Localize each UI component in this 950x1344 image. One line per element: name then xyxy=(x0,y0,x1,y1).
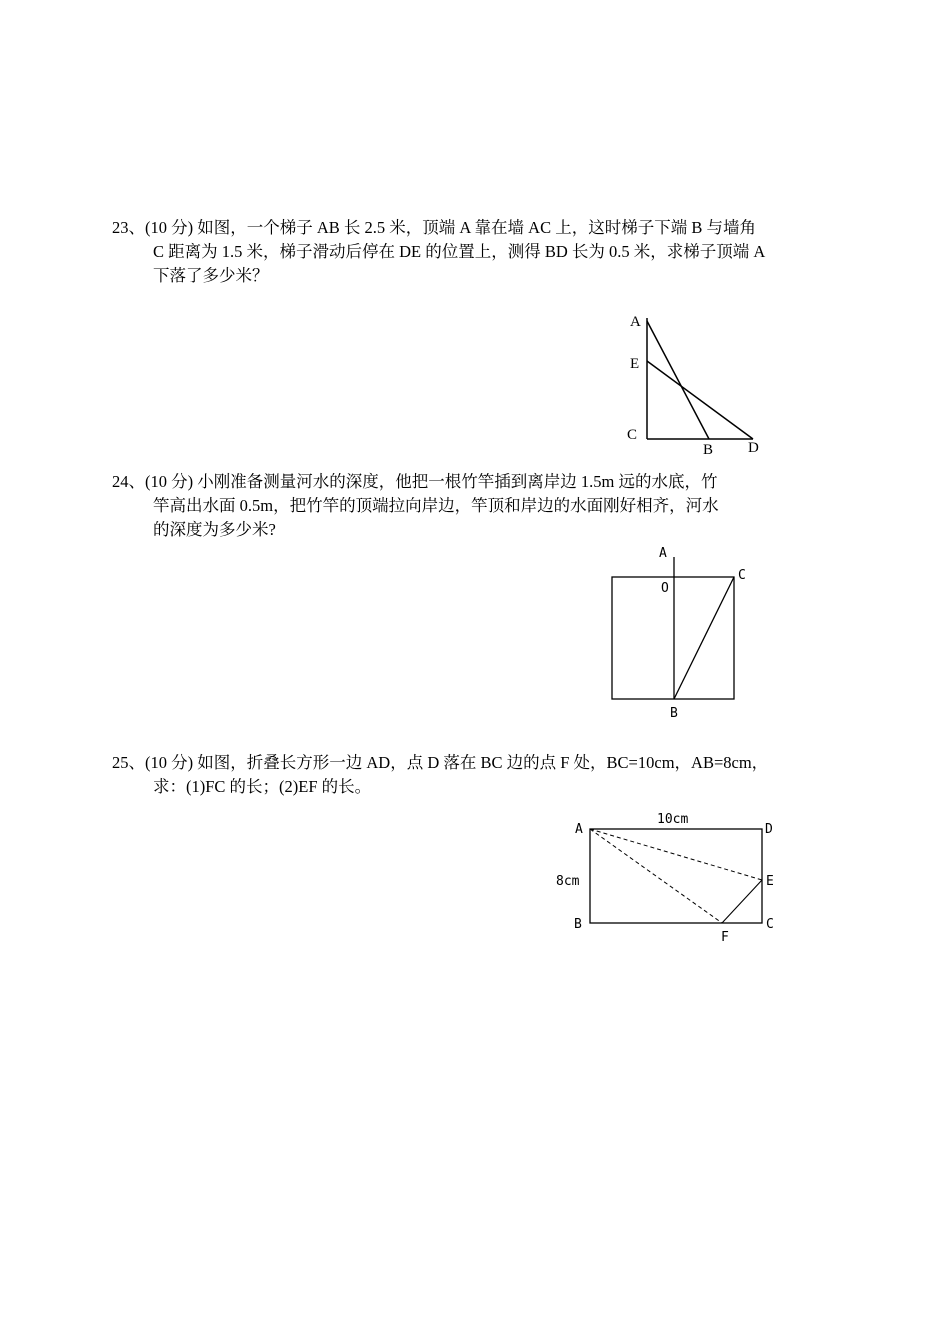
problem-23 xyxy=(112,216,852,288)
problem-25-line-2: 求：(1)FC 的长；(2)EF 的长。 xyxy=(153,777,372,796)
fold-line-ae xyxy=(590,829,762,880)
ladder-ab xyxy=(647,321,709,439)
fold-line-af xyxy=(590,829,722,923)
problem-24-line-2: 竿高出水面 0.5m，把竹竿的顶端拉向岸边，竿顶和岸边的水面刚好相齐，河水 xyxy=(153,496,719,515)
label-e: E xyxy=(630,356,640,372)
label-f: F xyxy=(721,930,729,945)
problem-23-line-2: C 距离为 1.5 米，梯子滑动后停在 DE 的位置上，测得 BD 长为 0.5 米，求梯子顶端 A xyxy=(153,242,766,261)
ladder-de xyxy=(647,361,753,439)
fold-figure xyxy=(550,805,790,950)
label-10cm: 10cm xyxy=(657,812,689,827)
label-o: O xyxy=(661,581,669,596)
label-c: C xyxy=(766,917,774,932)
rectangle-abcd xyxy=(590,829,762,923)
label-b: B xyxy=(670,706,678,721)
ladder-figure xyxy=(620,308,770,460)
pole-bc xyxy=(674,577,734,699)
problem-25 xyxy=(112,751,852,799)
label-a: A xyxy=(659,546,667,561)
river-figure xyxy=(600,540,760,725)
problem-23-line-1: 23、(10 分) 如图，一个梯子 AB 长 2.5 米，顶端 A 靠在墙 AC 上，这时梯子下端 B 与墙角 xyxy=(112,218,756,237)
label-a: A xyxy=(575,822,583,837)
label-b: B xyxy=(703,442,714,458)
label-d: D xyxy=(748,440,759,456)
label-b: B xyxy=(574,917,582,932)
label-d: D xyxy=(765,822,773,837)
label-c: C xyxy=(738,568,746,583)
problem-24-line-1: 24、(10 分) 小刚准备测量河水的深度，他把一根竹竿插到离岸边 1.5m 远的水底，竹 xyxy=(112,472,718,491)
problem-23-line-3: 下落了多少米？ xyxy=(153,266,269,285)
problem-24-line-3: 的深度为多少米? xyxy=(153,520,276,539)
label-a: A xyxy=(630,314,641,330)
label-c: C xyxy=(627,427,638,443)
segment-ef xyxy=(722,880,762,923)
problem-24 xyxy=(112,470,852,542)
label-e: E xyxy=(766,874,774,889)
river-rect xyxy=(612,577,734,699)
problem-25-line-1: 25、(10 分) 如图，折叠长方形一边 AD，点 D 落在 BC 边的点 F 处，BC=10cm，AB=8cm， xyxy=(112,753,769,772)
label-8cm: 8cm xyxy=(556,874,580,889)
